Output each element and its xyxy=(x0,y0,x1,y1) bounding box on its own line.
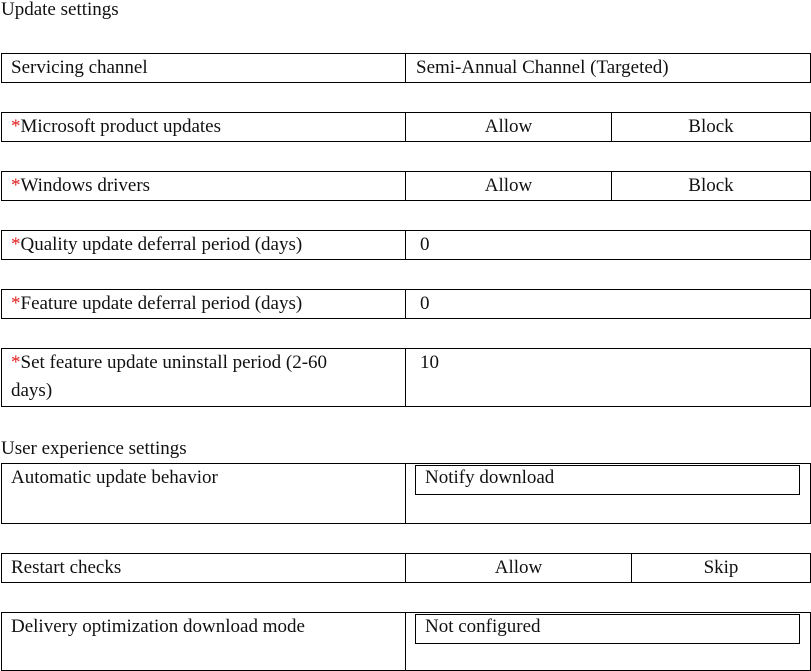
servicing-channel-row xyxy=(1,53,811,83)
quality-deferral-label xyxy=(2,231,406,259)
required-mark: * xyxy=(11,293,21,314)
automatic-update-behavior-label: Automatic update behavior xyxy=(2,464,406,523)
windows-drivers-allow-option[interactable]: Allow xyxy=(406,172,612,200)
servicing-channel-value[interactable]: Semi-Annual Channel (Targeted) xyxy=(416,57,669,78)
microsoft-product-updates-block-option[interactable]: Block xyxy=(688,116,734,137)
delivery-optimization-cell xyxy=(406,613,810,670)
restart-checks-label: Restart checks xyxy=(2,554,406,582)
feature-uninstall-input[interactable]: 10 xyxy=(420,352,439,373)
microsoft-product-updates-row xyxy=(1,112,811,142)
delivery-optimization-row xyxy=(1,612,811,671)
microsoft-product-updates-label xyxy=(2,113,406,141)
quality-deferral-input[interactable]: 0 xyxy=(420,234,430,255)
restart-checks-skip-option[interactable]: Skip xyxy=(703,557,739,578)
windows-drivers-label xyxy=(2,172,406,200)
feature-uninstall-label xyxy=(2,349,406,406)
feature-uninstall-row xyxy=(1,348,811,407)
automatic-update-behavior-dropdown[interactable]: Notify download xyxy=(415,465,800,495)
feature-uninstall-label-text: Set feature update uninstall period (2-60 days) xyxy=(11,352,328,401)
quality-deferral-row xyxy=(1,230,811,260)
required-mark: * xyxy=(11,175,21,196)
quality-deferral-label-text: Quality update deferral period (days) xyxy=(20,234,303,255)
windows-drivers-row xyxy=(1,171,811,201)
required-mark: * xyxy=(11,116,21,137)
required-mark: * xyxy=(11,234,21,255)
windows-drivers-block-option[interactable]: Block xyxy=(688,175,734,196)
feature-deferral-label xyxy=(2,290,406,318)
feature-deferral-input[interactable]: 0 xyxy=(420,293,430,314)
feature-deferral-row xyxy=(1,289,811,319)
delivery-optimization-label: Delivery optimization download mode xyxy=(2,613,406,670)
microsoft-product-updates-allow-option[interactable]: Allow xyxy=(406,113,612,141)
restart-checks-row xyxy=(1,553,811,583)
automatic-update-behavior-row xyxy=(1,463,811,524)
feature-deferral-label-text: Feature update deferral period (days) xyxy=(20,293,303,314)
windows-drivers-label-text: Windows drivers xyxy=(20,175,151,196)
servicing-channel-label: Servicing channel xyxy=(2,54,406,82)
delivery-optimization-dropdown[interactable]: Not configured xyxy=(415,614,800,644)
update-settings-heading: Update settings xyxy=(1,0,119,20)
automatic-update-behavior-cell xyxy=(406,464,810,523)
user-experience-heading: User experience settings xyxy=(1,438,187,459)
required-mark: * xyxy=(11,352,21,373)
microsoft-product-updates-label-text: Microsoft product updates xyxy=(20,116,222,137)
restart-checks-allow-option[interactable]: Allow xyxy=(406,554,632,582)
